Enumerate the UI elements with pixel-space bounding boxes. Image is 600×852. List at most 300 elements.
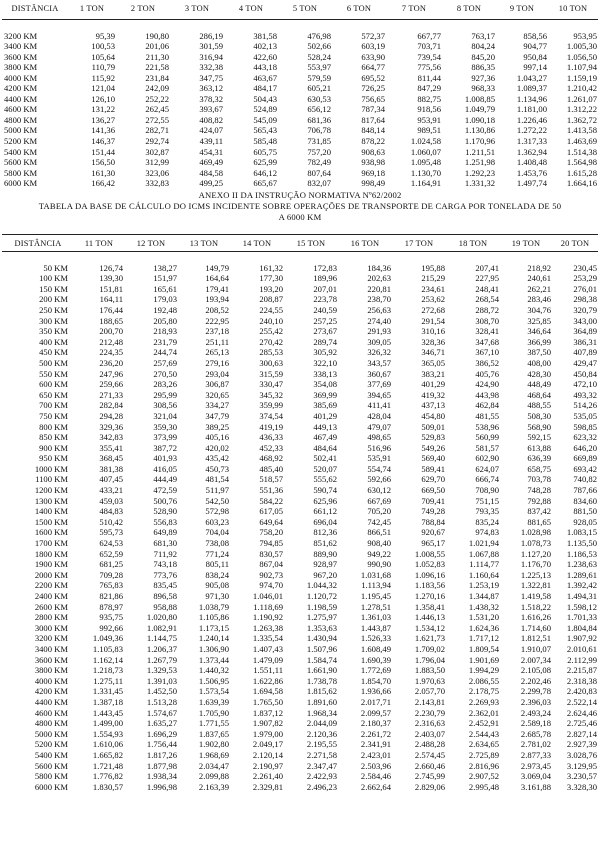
value-cell: 584,22 xyxy=(259,495,283,506)
value-cell: 1.021,94 xyxy=(468,538,499,549)
value-cell: 518,57 xyxy=(259,474,283,485)
value-cell: 360,67 xyxy=(367,368,391,379)
value-cell: 207,41 xyxy=(475,262,499,273)
value-cell: 1.709,02 xyxy=(414,643,445,654)
value-cell: 301,59 xyxy=(199,41,223,52)
distance-cell: 650 KM xyxy=(39,389,68,400)
value-cell: 420,02 xyxy=(205,442,229,453)
value-cell: 2.347,47 xyxy=(306,760,337,771)
value-cell: 365,05 xyxy=(421,357,445,368)
column-header-tonnage: 6 TON xyxy=(346,4,372,13)
value-cell: 1.292,23 xyxy=(464,167,495,178)
value-cell: 1.181,00 xyxy=(516,104,547,115)
value-cell: 345,32 xyxy=(259,389,283,400)
table-row xyxy=(2,443,598,454)
value-cell: 1.738,78 xyxy=(306,675,337,686)
value-cell: 554,74 xyxy=(367,463,391,474)
value-cell: 193,20 xyxy=(259,283,283,294)
table-row xyxy=(2,517,598,528)
value-cell: 711,92 xyxy=(153,548,177,559)
value-cell: 488,55 xyxy=(527,400,551,411)
value-cell: 1.598,12 xyxy=(566,601,597,612)
value-cell: 419,19 xyxy=(259,421,283,432)
value-cell: 208,52 xyxy=(205,304,229,315)
value-cell: 2.044,09 xyxy=(306,718,337,729)
value-cell: 472,59 xyxy=(153,485,177,496)
value-cell: 902,73 xyxy=(259,569,283,580)
value-cell: 630,12 xyxy=(367,485,391,496)
value-cell: 218,93 xyxy=(153,326,177,337)
value-cell: 695,52 xyxy=(361,72,385,83)
value-cell: 184,36 xyxy=(367,262,391,273)
value-cell: 878,22 xyxy=(361,136,385,147)
value-cell: 332,38 xyxy=(199,62,223,73)
table-row xyxy=(2,411,598,422)
value-cell: 1.052,83 xyxy=(414,559,445,570)
value-cell: 1.615,28 xyxy=(566,167,597,178)
distance-cell: 450 KM xyxy=(39,347,68,358)
value-cell: 1.574,67 xyxy=(146,707,177,718)
value-cell: 1.107,94 xyxy=(566,62,597,73)
value-cell: 693,42 xyxy=(573,463,597,474)
distance-cell: 550 KM xyxy=(39,368,68,379)
distance-cell: 2200 KM xyxy=(34,580,68,591)
value-cell: 257,69 xyxy=(153,357,177,368)
value-cell: 195,88 xyxy=(421,262,445,273)
value-cell: 565,43 xyxy=(253,125,277,136)
distance-cell: 400 KM xyxy=(39,336,68,347)
value-cell: 424,07 xyxy=(199,125,223,136)
table-row xyxy=(2,273,598,284)
table-row xyxy=(2,115,598,126)
value-cell: 1.130,86 xyxy=(464,125,495,136)
value-cell: 192,48 xyxy=(153,304,177,315)
value-cell: 2.341,91 xyxy=(360,739,391,750)
value-cell: 572,37 xyxy=(361,30,385,41)
table-row xyxy=(2,31,598,42)
table-row xyxy=(2,506,598,517)
value-cell: 1.173,15 xyxy=(198,622,229,633)
column-header-tonnage: 2 TON xyxy=(130,4,156,13)
value-cell: 886,35 xyxy=(471,62,495,73)
value-cell: 1.162,14 xyxy=(92,654,123,665)
value-cell: 974,83 xyxy=(475,527,499,538)
value-cell: 551,36 xyxy=(259,485,283,496)
value-cell: 504,43 xyxy=(253,93,277,104)
value-cell: 500,76 xyxy=(153,495,177,506)
column-header-tonnage: 11 TON xyxy=(84,238,114,248)
column-header-tonnage: 4 TON xyxy=(238,4,264,13)
value-cell: 1.322,81 xyxy=(520,580,551,591)
value-cell: 126,10 xyxy=(91,93,115,104)
value-cell: 156,50 xyxy=(91,157,115,168)
value-cell: 2.745,99 xyxy=(414,771,445,782)
value-cell: 1.812,51 xyxy=(520,633,551,644)
value-cell: 2.261,40 xyxy=(252,771,283,782)
value-cell: 485,40 xyxy=(259,463,283,474)
value-cell: 2.143,81 xyxy=(414,696,445,707)
value-cell: 422,60 xyxy=(253,51,277,62)
value-cell: 528,90 xyxy=(153,506,177,517)
column-header-tonnage: 8 TON xyxy=(456,4,482,13)
value-cell: 867,04 xyxy=(259,559,283,570)
value-cell: 149,79 xyxy=(205,262,229,273)
column-header-tonnage: 12 TON xyxy=(136,238,166,248)
value-cell: 1.883,50 xyxy=(414,665,445,676)
value-cell: 3.028,76 xyxy=(566,749,597,760)
value-cell: 928,05 xyxy=(573,516,597,527)
value-cell: 493,32 xyxy=(573,389,597,400)
value-cell: 1.608,49 xyxy=(360,643,391,654)
value-cell: 508,30 xyxy=(527,410,551,421)
value-cell: 1.176,70 xyxy=(520,559,551,570)
value-cell: 304,76 xyxy=(527,304,551,315)
value-cell: 2.660,46 xyxy=(414,760,445,771)
value-cell: 1.837,12 xyxy=(252,707,283,718)
value-cell: 1.331,45 xyxy=(92,686,123,697)
value-cell: 542,50 xyxy=(205,495,229,506)
value-cell: 151,97 xyxy=(153,273,177,284)
value-cell: 1.362,72 xyxy=(566,114,597,125)
value-cell: 1.183,56 xyxy=(414,580,445,591)
value-cell: 2.493,24 xyxy=(520,707,551,718)
value-cell: 881,65 xyxy=(527,516,551,527)
value-cell: 1.272,22 xyxy=(516,125,547,136)
value-cell: 1.771,55 xyxy=(198,718,229,729)
value-cell: 1.554,93 xyxy=(92,728,123,739)
value-cell: 1.067,88 xyxy=(468,548,499,559)
value-cell: 212,48 xyxy=(99,336,123,347)
value-cell: 1.413,58 xyxy=(566,125,597,136)
column-header-tonnage: 3 TON xyxy=(184,4,210,13)
value-cell: 224,35 xyxy=(99,347,123,358)
table-row xyxy=(2,623,598,634)
value-cell: 794,85 xyxy=(259,538,283,549)
value-cell: 100,53 xyxy=(91,41,115,52)
value-cell: 2.488,28 xyxy=(414,739,445,750)
table-row xyxy=(2,697,598,708)
value-cell: 205,80 xyxy=(153,315,177,326)
value-cell: 462,84 xyxy=(475,400,499,411)
value-cell: 240,59 xyxy=(313,304,337,315)
value-cell: 272,55 xyxy=(145,114,169,125)
value-cell: 2.105,08 xyxy=(520,665,551,676)
value-cell: 511,97 xyxy=(205,485,229,496)
value-cell: 1.936,66 xyxy=(360,686,391,697)
value-cell: 509,01 xyxy=(421,421,445,432)
table-row xyxy=(2,168,598,179)
value-cell: 953,91 xyxy=(417,114,441,125)
value-cell: 231,79 xyxy=(153,336,177,347)
table-row xyxy=(2,602,598,613)
column-header-distance: DISTÂNCIA xyxy=(14,238,62,248)
value-cell: 1.526,33 xyxy=(360,633,391,644)
value-cell: 585,48 xyxy=(253,136,277,147)
value-cell: 775,56 xyxy=(417,62,441,73)
value-cell: 2.362,01 xyxy=(468,707,499,718)
value-cell: 665,67 xyxy=(253,178,277,189)
value-cell: 255,42 xyxy=(259,326,283,337)
value-cell: 560,99 xyxy=(475,432,499,443)
value-cell: 990,90 xyxy=(367,559,391,570)
value-cell: 1.446,13 xyxy=(414,612,445,623)
value-cell: 355,41 xyxy=(99,442,123,453)
table-row xyxy=(2,326,598,337)
value-cell: 2.634,65 xyxy=(468,739,499,750)
table-row xyxy=(2,83,598,94)
value-cell: 286,19 xyxy=(199,30,223,41)
value-cell: 1.118,69 xyxy=(253,601,283,612)
value-cell: 1.120,72 xyxy=(306,591,337,601)
value-cell: 1.705,90 xyxy=(198,707,229,718)
value-cell: 367,10 xyxy=(475,347,499,358)
value-cell: 1.361,03 xyxy=(360,612,391,623)
value-cell: 2.120,36 xyxy=(306,728,337,739)
value-cell: 1.240,14 xyxy=(198,633,229,644)
value-cell: 1.275,11 xyxy=(93,675,123,686)
value-cell: 838,24 xyxy=(205,569,229,580)
value-cell: 704,04 xyxy=(205,527,229,538)
value-cell: 1.127,20 xyxy=(520,548,551,559)
value-cell: 463,67 xyxy=(253,72,277,83)
value-cell: 346,64 xyxy=(527,326,551,337)
value-cell: 1.392,42 xyxy=(566,580,597,591)
value-cell: 805,11 xyxy=(205,559,229,570)
value-cell: 605,21 xyxy=(307,83,331,94)
table-row xyxy=(2,125,598,136)
value-cell: 449,13 xyxy=(313,421,337,432)
value-cell: 282,84 xyxy=(99,400,123,411)
value-cell: 579,59 xyxy=(307,72,331,83)
value-cell: 1.289,61 xyxy=(566,569,597,580)
value-cell: 454,31 xyxy=(199,146,223,157)
distance-cell: 1600 KM xyxy=(34,527,68,538)
value-cell: 1.854,70 xyxy=(360,675,391,686)
value-cell: 248,41 xyxy=(475,283,499,294)
value-cell: 1.902,80 xyxy=(198,739,229,750)
value-cell: 200,70 xyxy=(99,326,123,337)
value-cell: 306,87 xyxy=(205,379,229,390)
value-cell: 1.090,18 xyxy=(464,114,495,125)
value-cell: 469,49 xyxy=(199,157,223,168)
value-cell: 2.544,43 xyxy=(468,728,499,739)
value-cell: 2.907,52 xyxy=(468,771,499,782)
value-cell: 1.206,37 xyxy=(146,643,177,654)
annex-subtitle: TABELA DA BASE DE CÁLCULO DO ICMS INCIDENTE SOBRE OPERAÇÕES DE TRANSPORTE DE CARGA POR TONELADA DE 50 xyxy=(38,201,562,211)
value-cell: 227,95 xyxy=(475,273,499,284)
distance-cell: 1800 KM xyxy=(34,548,68,559)
distance-cell: 4800 KM xyxy=(4,114,38,125)
value-cell: 1.499,00 xyxy=(92,718,123,729)
value-cell: 520,07 xyxy=(313,463,337,474)
value-cell: 1.891,60 xyxy=(306,696,337,707)
value-cell: 374,54 xyxy=(259,410,283,421)
distance-cell: 5000 KM xyxy=(4,125,38,136)
value-cell: 240,10 xyxy=(259,315,283,326)
value-cell: 569,40 xyxy=(421,453,445,464)
table-row xyxy=(2,549,598,560)
value-cell: 385,69 xyxy=(313,400,337,411)
value-cell: 965,17 xyxy=(421,538,445,549)
value-cell: 765,83 xyxy=(99,580,123,591)
value-cell: 1.443,45 xyxy=(92,707,123,718)
value-cell: 405,76 xyxy=(475,368,499,379)
value-cell: 967,20 xyxy=(313,569,337,580)
value-cell: 387,72 xyxy=(153,442,177,453)
distance-cell: 3600 KM xyxy=(4,51,38,62)
value-cell: 1.226,46 xyxy=(516,114,547,125)
value-cell: 2.624,46 xyxy=(566,707,597,718)
value-cell: 244,74 xyxy=(153,347,177,358)
table-row xyxy=(2,474,598,485)
value-cell: 649,64 xyxy=(259,516,283,527)
value-cell: 2.202,46 xyxy=(520,675,551,686)
value-cell: 1.278,51 xyxy=(360,601,391,612)
table-row xyxy=(2,644,598,655)
value-cell: 812,36 xyxy=(313,527,337,538)
value-cell: 343,57 xyxy=(367,357,391,368)
value-cell: 1.901,69 xyxy=(468,654,499,665)
value-cell: 1.837,65 xyxy=(198,728,229,739)
value-cell: 161,30 xyxy=(91,167,115,178)
column-header-tonnage: 7 TON xyxy=(401,4,427,13)
value-cell: 1.095,48 xyxy=(410,157,441,168)
value-cell: 681,36 xyxy=(307,114,331,125)
value-cell: 282,71 xyxy=(145,125,169,136)
value-cell: 602,90 xyxy=(475,453,499,464)
value-cell: 889,90 xyxy=(313,548,337,559)
value-cell: 1.610,06 xyxy=(92,739,123,750)
value-cell: 656,12 xyxy=(307,104,331,115)
value-cell: 1.970,63 xyxy=(414,675,445,686)
value-cell: 407,45 xyxy=(99,474,123,485)
value-cell: 354,08 xyxy=(313,379,337,390)
value-cell: 1.438,32 xyxy=(468,601,499,612)
value-cell: 997,14 xyxy=(523,62,547,73)
value-cell: 706,78 xyxy=(307,125,331,136)
value-cell: 236,20 xyxy=(99,357,123,368)
value-cell: 2.973,45 xyxy=(520,760,551,771)
value-cell: 1.331,32 xyxy=(464,178,495,189)
value-cell: 479,07 xyxy=(367,421,391,432)
value-cell: 435,42 xyxy=(205,453,229,464)
value-cell: 291,93 xyxy=(367,326,391,337)
value-cell: 1.251,98 xyxy=(464,157,495,168)
value-cell: 928,97 xyxy=(313,559,337,570)
value-cell: 407,89 xyxy=(573,347,597,358)
value-cell: 1.082,91 xyxy=(146,622,177,633)
freight-table-11-20-ton xyxy=(2,234,598,792)
value-cell: 1.046,01 xyxy=(252,591,283,601)
value-cell: 617,05 xyxy=(259,506,283,517)
value-cell: 172,83 xyxy=(313,262,337,273)
value-cell: 295,99 xyxy=(153,389,177,400)
distance-cell: 250 KM xyxy=(39,304,68,315)
distance-cell: 1100 KM xyxy=(35,474,68,485)
value-cell: 312,99 xyxy=(145,157,169,168)
value-cell: 402,13 xyxy=(253,41,277,52)
value-cell: 2.120,14 xyxy=(252,749,283,760)
value-cell: 788,84 xyxy=(421,516,445,527)
value-cell: 529,83 xyxy=(421,432,445,443)
value-cell: 603,23 xyxy=(205,516,229,527)
distance-cell: 6000 KM xyxy=(4,178,38,189)
distance-cell: 2800 KM xyxy=(34,612,68,623)
value-cell: 681,30 xyxy=(153,538,177,549)
value-cell: 454,80 xyxy=(421,410,445,421)
value-cell: 1.701,33 xyxy=(566,612,597,623)
value-cell: 1.664,16 xyxy=(566,178,597,189)
value-cell: 366,99 xyxy=(527,336,551,347)
value-cell: 773,76 xyxy=(153,569,177,580)
value-cell: 595,73 xyxy=(99,527,123,538)
value-cell: 811,44 xyxy=(417,72,441,83)
value-cell: 804,24 xyxy=(471,41,495,52)
value-cell: 452,33 xyxy=(259,442,283,453)
table-row xyxy=(2,347,598,358)
value-cell: 904,77 xyxy=(523,41,547,52)
value-cell: 115,92 xyxy=(91,72,115,83)
value-cell: 401,29 xyxy=(421,379,445,390)
distance-cell: 350 KM xyxy=(39,326,68,337)
value-cell: 2.423,01 xyxy=(360,749,391,760)
value-cell: 743,18 xyxy=(153,559,177,570)
distance-cell: 700 KM xyxy=(39,400,68,411)
value-cell: 524,89 xyxy=(253,104,277,115)
value-cell: 166,42 xyxy=(91,178,115,189)
value-cell: 2.112,99 xyxy=(567,654,597,665)
value-cell: 2.230,79 xyxy=(414,707,445,718)
value-cell: 669,50 xyxy=(421,485,445,496)
table-row xyxy=(2,750,598,761)
table-row xyxy=(2,147,598,158)
value-cell: 1.344,87 xyxy=(468,591,499,601)
value-cell: 1.507,96 xyxy=(306,643,337,654)
value-cell: 624,07 xyxy=(475,463,499,474)
value-cell: 787,66 xyxy=(573,485,597,496)
distance-cell: 4400 KM xyxy=(4,93,38,104)
value-cell: 2.496,23 xyxy=(306,781,337,792)
value-cell: 2.574,45 xyxy=(414,749,445,760)
value-cell: 2.589,18 xyxy=(520,718,551,729)
annex-title: ANEXO II DA INSTRUÇÃO NORMATIVA Nº62/2002 xyxy=(198,190,402,200)
value-cell: 308,70 xyxy=(475,315,499,326)
distance-cell: 3800 KM xyxy=(34,665,68,676)
value-cell: 1.135,50 xyxy=(566,538,597,549)
value-cell: 338,13 xyxy=(313,368,337,379)
value-cell: 332,83 xyxy=(145,178,169,189)
value-cell: 771,24 xyxy=(205,548,229,559)
table-row xyxy=(2,390,598,401)
value-cell: 151,81 xyxy=(99,283,123,294)
value-cell: 481,54 xyxy=(205,474,229,485)
value-cell: 177,30 xyxy=(259,273,283,284)
table-row xyxy=(2,294,598,305)
value-cell: 2.725,89 xyxy=(468,749,499,760)
value-cell: 703,71 xyxy=(417,41,441,52)
value-cell: 1.329,53 xyxy=(146,665,177,676)
value-cell: 908,63 xyxy=(361,146,385,157)
value-cell: 1.078,73 xyxy=(520,538,551,549)
value-cell: 1.096,16 xyxy=(414,569,445,580)
distance-cell: 3800 KM xyxy=(4,62,38,73)
freight-table-1-10-ton xyxy=(2,4,598,189)
value-cell: 3.230,57 xyxy=(566,771,597,782)
value-cell: 2.829,06 xyxy=(414,781,445,792)
value-cell: 1.089,37 xyxy=(516,83,547,94)
value-cell: 1.170,96 xyxy=(464,136,495,147)
value-cell: 373,99 xyxy=(153,432,177,443)
